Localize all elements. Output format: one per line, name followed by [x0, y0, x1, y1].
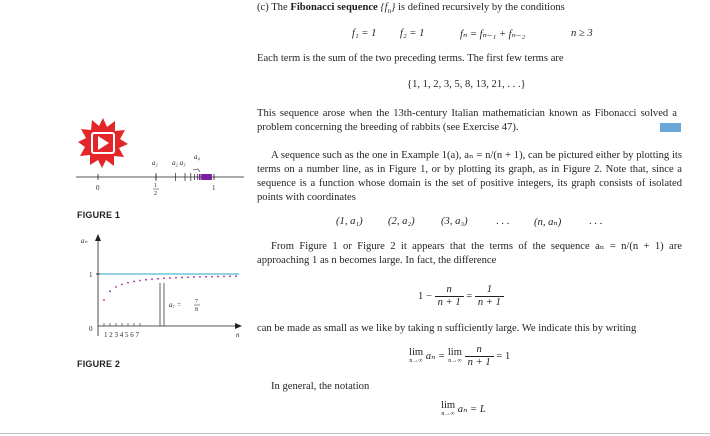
- coord-ellipsis-1: . . .: [496, 216, 510, 227]
- fig1-tick-half-num: 1: [154, 183, 157, 189]
- fig2-data-point: [187, 276, 189, 278]
- fibonacci-term: Fibonacci sequence: [290, 2, 378, 13]
- fig2-data-point: [121, 284, 123, 286]
- limit-L-notation: lim n→∞ aₙ = L: [441, 400, 486, 417]
- coord-2: (2, a₂): [388, 216, 415, 227]
- fig2-data-point: [151, 278, 153, 280]
- fig2-data-point: [229, 275, 231, 277]
- fibonacci-notation: $\{f_n\}$: [380, 2, 396, 16]
- fig2-data-point: [145, 279, 147, 281]
- fig2-x-axis-label: n: [236, 331, 240, 339]
- fig1-label-a1: a₁: [152, 159, 158, 167]
- fig2-y-tick-one: 1: [89, 271, 93, 279]
- fig1-tick-zero: 0: [96, 184, 100, 192]
- paragraph-small: can be made as small as we like by taking n sufficiently large. We indicate this by writing: [257, 323, 637, 334]
- paragraph-general: In general, the notation: [271, 381, 370, 392]
- coord-1: (1, a₁): [336, 216, 363, 227]
- figure1-number-line: [76, 150, 246, 200]
- fibonacci-terms: {1, 1, 2, 3, 5, 8, 13, 21, . . .}: [407, 79, 526, 90]
- fig2-data-point: [175, 277, 177, 279]
- fig2-data-point: [211, 276, 213, 278]
- fig2-data-point: [157, 278, 159, 280]
- page-bottom-rule: [0, 433, 710, 434]
- fig2-a7-den: 8: [195, 307, 198, 313]
- coord-ellipsis-2: . . .: [589, 216, 603, 227]
- fig2-data-point: [199, 276, 201, 278]
- fig2-origin-zero: 0: [89, 325, 93, 333]
- paragraph-picture: A sequence such as the one in Example 1(a), aₙ = n/(n + 1), can be pictured either by plotting its terms on a number line, as in Figure 1, or by plotting its graph, as in Figure 2. Note that, since a sequence is a function whose domain is the set of positive integers, its graph consists of isolated points with coordinates: [257, 150, 682, 203]
- margin-note-marker[interactable]: [660, 123, 681, 132]
- recurrence-f2: f₂ = 1: [400, 28, 425, 39]
- figure2-graph: [76, 232, 246, 342]
- paragraph-from: From Figure 1 or Figure 2 it appears that the terms of the sequence aₙ = n/(n + 1) are approaching 1 as n becomes large. In fact, the difference: [257, 241, 682, 266]
- recurrence-f1: f₁ = 1: [352, 28, 377, 39]
- fig2-a7-num: 7: [195, 299, 198, 305]
- fig2-data-point: [235, 275, 237, 277]
- fig2-data-point: [169, 277, 171, 279]
- coord-3: (3, a₃): [441, 216, 468, 227]
- limit-equation: lim n→∞ aₙ = lim n→∞ $\frac{n}{n + 1}$ = 1: [409, 344, 511, 368]
- fig2-data-point: [139, 280, 141, 282]
- fig2-y-axis-label: aₙ: [81, 237, 88, 245]
- fig2-data-point: [223, 275, 225, 277]
- fig1-label-a4: a₄: [194, 153, 200, 161]
- paragraph-sum: Each term is the sum of the two preceding terms. The first few terms are: [257, 53, 564, 64]
- fig1-tick-half-den: 2: [154, 191, 157, 197]
- fig2-a7-label: a₇ =: [169, 301, 182, 309]
- figure2-caption: FIGURE 2: [77, 359, 121, 369]
- fibonacci-intro: (c) The Fibonacci sequence $\{f_n\}$ is defined recursively by the conditions: [257, 2, 565, 16]
- fig2-data-point: [109, 290, 111, 292]
- coord-n: (n, aₙ): [534, 217, 562, 228]
- fig1-label-a2a3: a₂ a₃: [172, 159, 186, 167]
- difference-equation: 1 − $\frac{n}{n + 1}$ = $\frac{1}{n + 1}$: [418, 284, 504, 309]
- fig2-data-point: [163, 277, 165, 279]
- recurrence-condition: n ≥ 3: [571, 28, 593, 39]
- fig1-tick-one: 1: [212, 184, 216, 192]
- fig2-data-point: [193, 276, 195, 278]
- fig2-x-tick-labels: 1 2 3 4 5 6 7: [104, 331, 139, 339]
- fig2-data-point: [115, 286, 117, 288]
- recurrence-fn: fₙ = fₙ₋₁ + fₙ₋₂: [460, 29, 526, 40]
- fig2-data-point: [103, 299, 105, 301]
- fig2-data-point: [205, 276, 207, 278]
- fig2-data-point: [127, 282, 129, 284]
- fig2-data-point: [133, 281, 135, 283]
- fig2-data-point: [181, 277, 183, 279]
- paragraph-history: This sequence arose when the 13th-century Italian mathematician known as Fibonacci solved a problem concerning the breeding of rabbits (see Exercise 47).: [257, 108, 677, 133]
- fig2-data-point: [217, 276, 219, 278]
- figure1-caption: FIGURE 1: [77, 210, 121, 220]
